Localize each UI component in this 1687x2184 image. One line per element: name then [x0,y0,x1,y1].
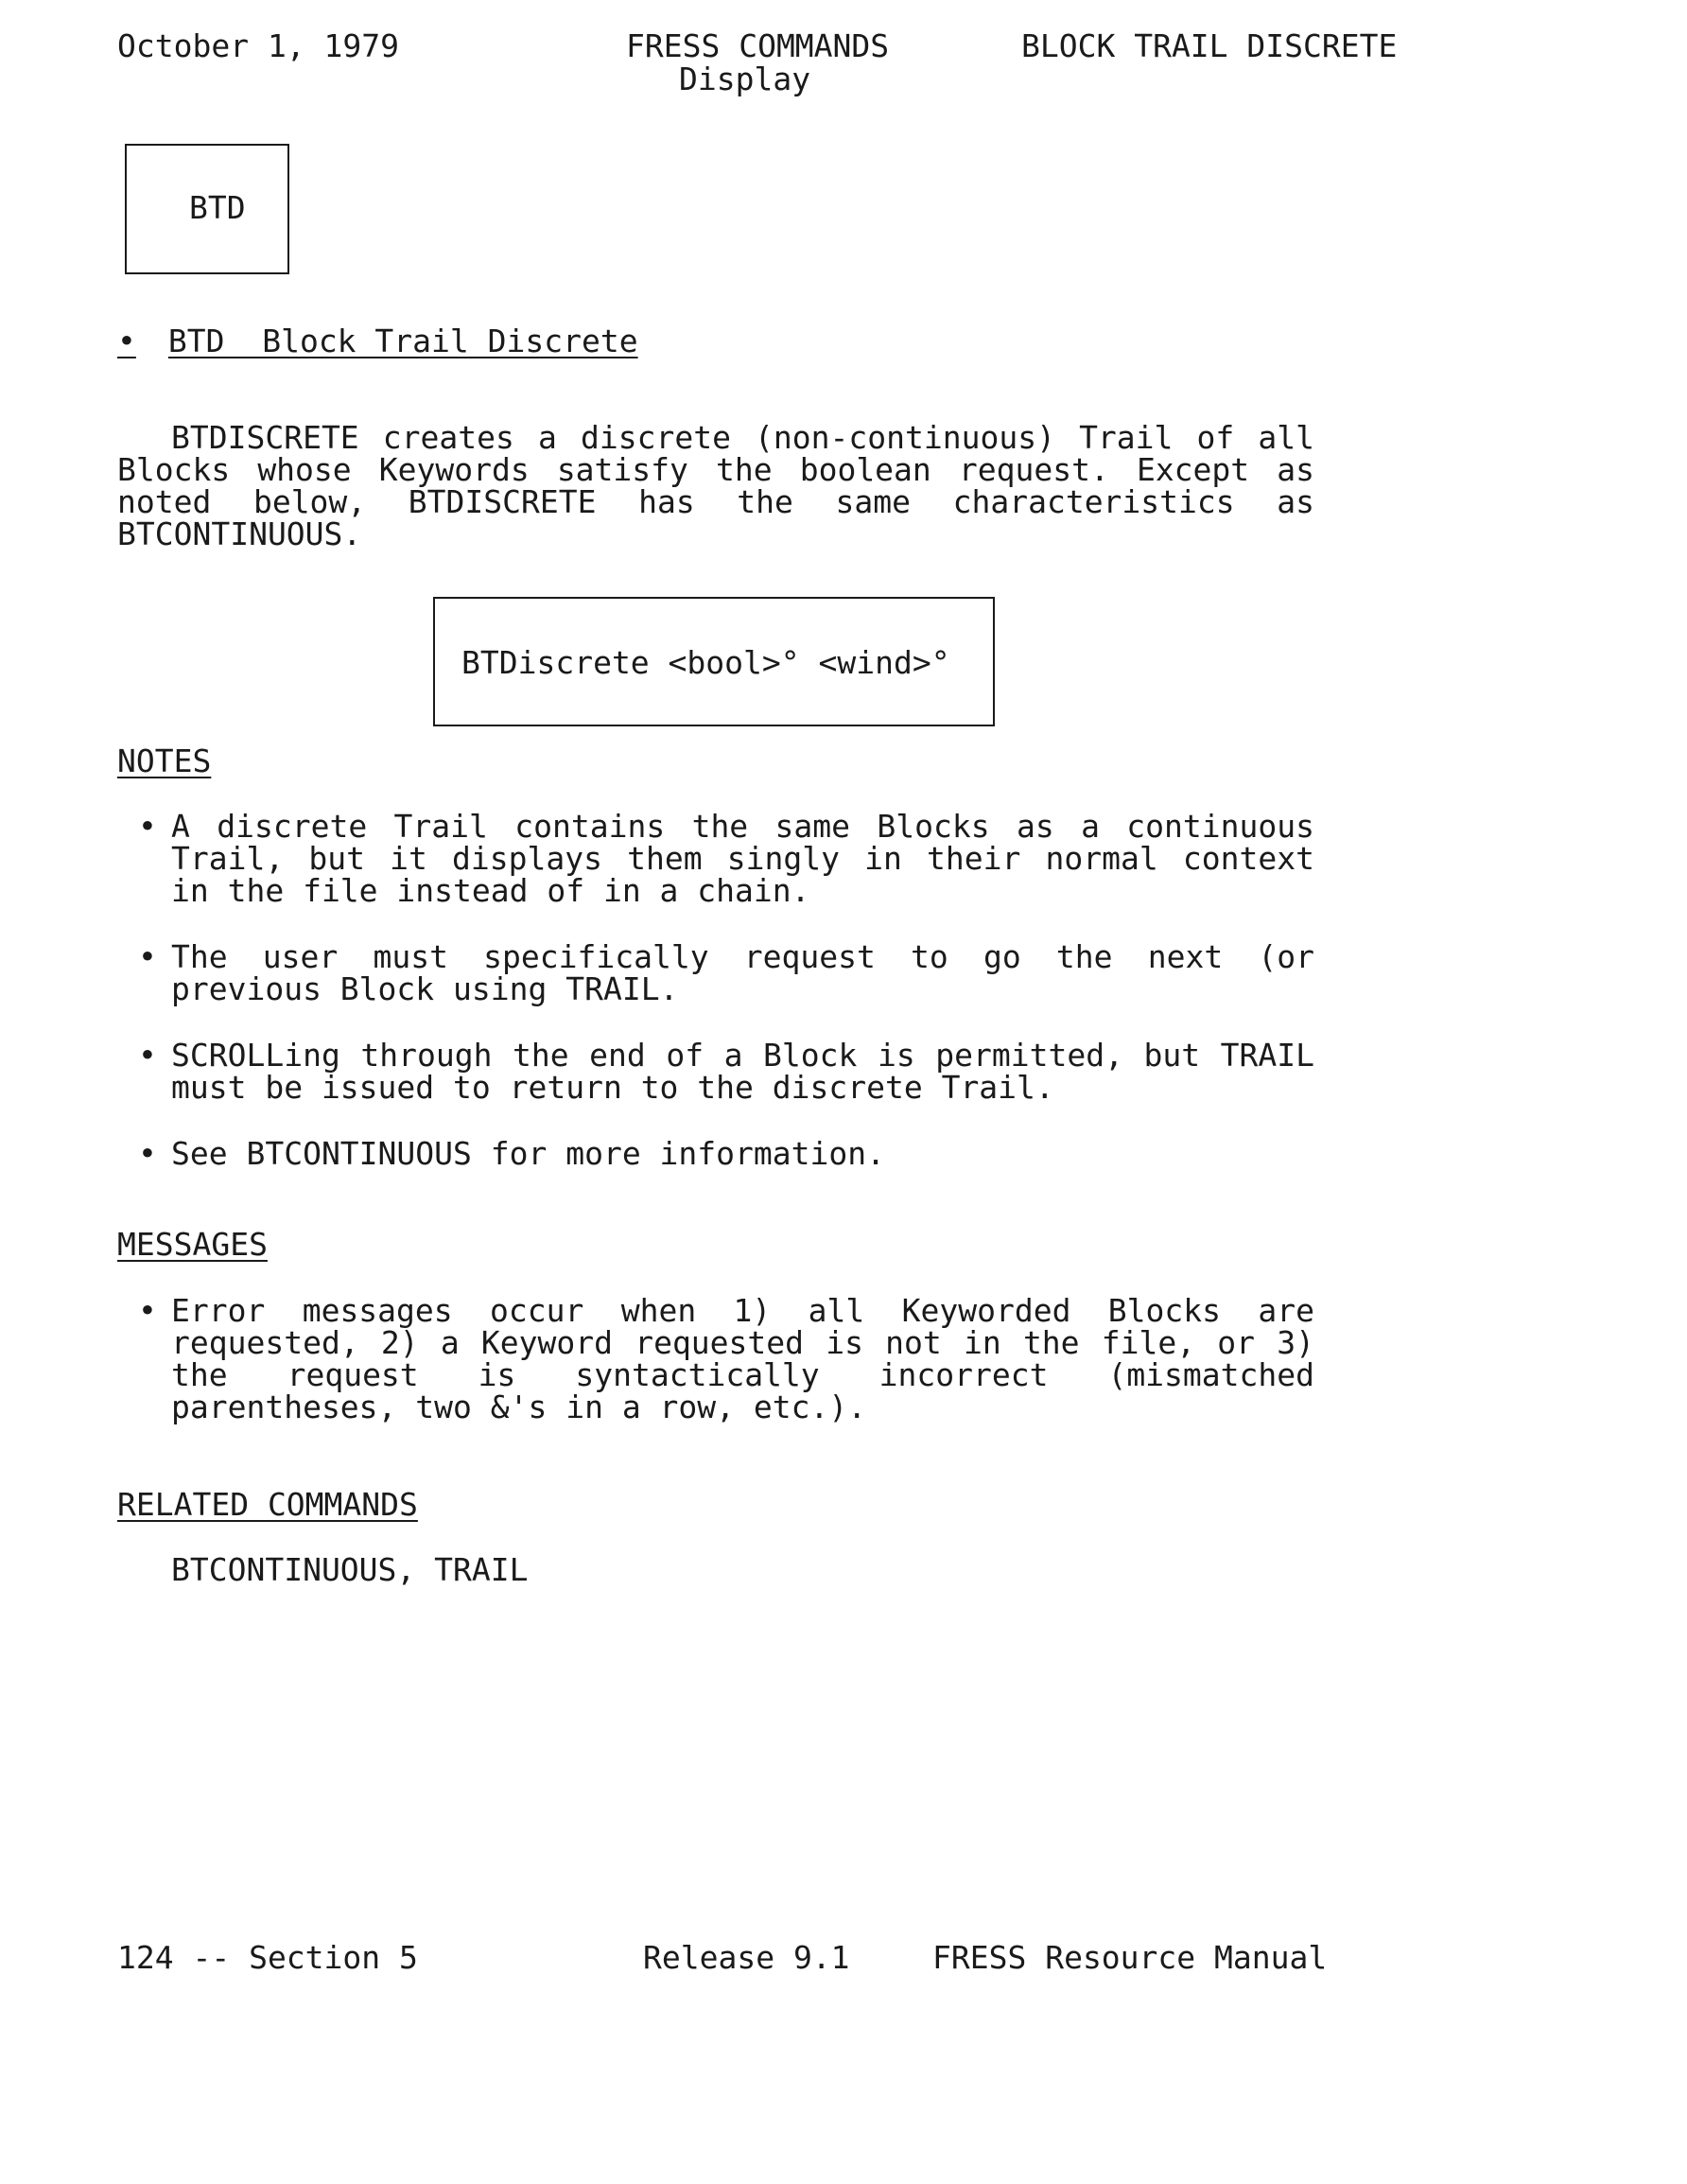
abbrev-box [125,144,289,274]
syntax-box [433,597,995,726]
bullet-dot: • [138,1292,157,1329]
bullet-dot: • [138,1135,157,1172]
related-commands: BTCONTINUOUS, TRAIL [171,1551,529,1588]
footer-page: 124 -- Section 5 [117,1939,418,1976]
list-item: • SCROLLing through the end of a Block is permitted, but TRAIL must be issued to return to the discrete Trail. [138,1037,1314,1106]
abbrev-text: BTD [189,189,246,226]
header-command-name: BLOCK TRAIL DISCRETE [1021,27,1398,64]
section-heading-bullet: • [117,323,136,359]
header-date: October 1, 1979 [117,27,400,64]
bullet-dot: • [138,938,157,975]
related-heading: RELATED COMMANDS [117,1486,418,1523]
list-item: • A discrete Trail contains the same Blocks as a continuous Trail, but it displays them singly in their normal context in the file instead of in a chain. [138,808,1314,909]
header-subtitle: Display [679,61,811,97]
section-heading-text: BTD Block Trail Discrete [167,323,638,359]
list-item: • See BTCONTINUOUS for more information. [138,1135,885,1172]
syntax-text: BTDiscrete <bool>° <wind>° [461,644,950,681]
section-heading [117,324,638,358]
list-item: • Error messages occur when 1) all Keyworded Blocks are requested, 2) a Keyword requested is not in the file, or 3) the request is syntactically incorrect (mismatched parentheses, two &'s in a row, etc.). [138,1292,1314,1425]
messages-heading: MESSAGES [117,1226,268,1263]
notes-list [117,808,1314,1204]
header-title: FRESS COMMANDS [626,27,890,64]
notes-heading: NOTES [117,743,212,779]
bullet-dot: • [138,1037,157,1074]
list-item: • The user must specifically request to go the next (or previous Block using TRAIL. [138,938,1314,1007]
messages-list [117,1292,1314,1458]
bullet-dot: • [138,808,157,845]
intro-paragraph: BTDISCRETE creates a discrete (non-continuous) Trail of all Blocks whose Keywords satisfy the boolean request. Except as noted below, BTDISCRETE has the same characteristics as BTCONTINUOUS. [117,419,1314,552]
footer-manual: FRESS Resource Manual [932,1939,1328,1976]
footer-release: Release 9.1 [643,1939,850,1976]
